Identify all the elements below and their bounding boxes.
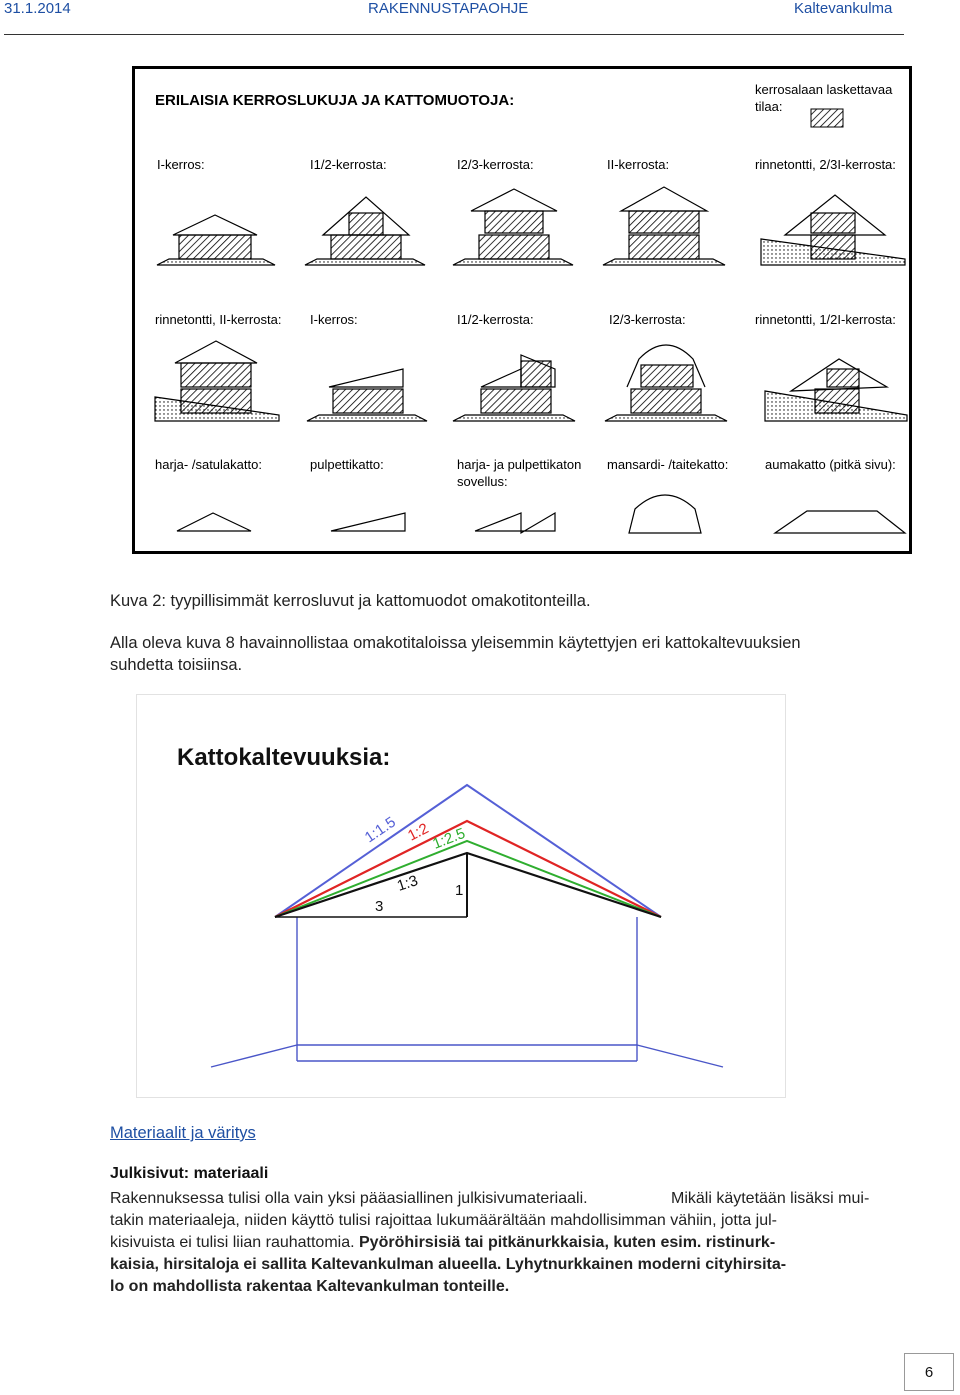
intro-line-2: suhdetta toisiinsa. — [110, 656, 243, 674]
paragraph-2-line-4: kaisia, hirsitaloja ei sallita Kaltevankulman alueella. Lyhytnurkkainen moderni cityhirsita- — [110, 1256, 787, 1273]
legend-label-1: kerrosalaan laskettavaa — [755, 82, 893, 97]
page-number: 6 — [904, 1353, 954, 1391]
row3-label-1: harja- /satulakatto: — [155, 457, 262, 472]
row3-label-5: aumakatto (pitkä sivu): — [765, 457, 896, 472]
row1-label-1: I-kerros: — [157, 157, 205, 172]
house-row1-1 — [157, 215, 275, 265]
row1-label-2: I1/2-kerrosta: — [310, 157, 387, 172]
label-run: 3 — [375, 898, 384, 915]
paragraph-2-line-1: Mikäli käytetään lisäksi mui- — [671, 1190, 870, 1207]
house-row1-5 — [761, 195, 905, 265]
row1-label-4: II-kerrosta: — [607, 157, 670, 172]
row3-label-3: harja- ja pulpettikaton — [457, 457, 582, 472]
row2-label-1: rinnetontti, II-kerrosta: — [155, 312, 282, 327]
paragraph-2-line-3-normal: kisivuista ei tulisi liian rauhattomia. — [110, 1234, 359, 1251]
row1-label-3: I2/3-kerrosta: — [457, 157, 534, 172]
hip-roof-shape — [775, 511, 905, 533]
header-date: 31.1.2014 — [4, 0, 71, 17]
house-row1-3 — [453, 189, 573, 265]
paragraph-2-line-3-bold: Pyöröhirsisiä tai pitkänurkkaisia, kuten esim. ristinurk- — [359, 1234, 776, 1251]
header-place: Kaltevankulma — [794, 0, 893, 17]
paragraph-1: Rakennuksessa tulisi olla vain yksi pääasiallinen julkisivumateriaali. — [110, 1190, 588, 1207]
house-row2-3 — [453, 355, 575, 421]
shed-roof-shape — [331, 513, 405, 531]
label-1-3: 1:3 — [394, 872, 421, 895]
paragraph-2-line-5: lo on mahdollista rakentaa Kaltevankulman tonteille. — [110, 1278, 510, 1295]
label-1-1.5: 1:1.5 — [361, 813, 399, 847]
section-title: Materiaalit ja väritys — [110, 1124, 256, 1142]
legend-label-2: tilaa: — [755, 99, 783, 114]
house-row2-5 — [765, 359, 907, 421]
label-1-2.5: 1:2.5 — [430, 824, 468, 853]
label-1-2: 1:2 — [405, 819, 432, 845]
combined-roof-shape — [475, 513, 555, 533]
mansard-roof-shape — [629, 495, 701, 533]
figure2-title: Kattokaltevuuksia: — [177, 744, 391, 771]
paragraph-2-line-3 — [110, 1232, 900, 1254]
gable-roof-shape — [177, 513, 251, 531]
intro-line-1: Alla oleva kuva 8 havainnollistaa omakotitaloissa yleisemmin käytettyjen eri kattokaltevuuksien — [110, 634, 801, 652]
house-row2-1 — [155, 341, 279, 421]
row2-label-3: I1/2-kerrosta: — [457, 312, 534, 327]
row3-label-2: pulpettikatto: — [310, 457, 384, 472]
subsection-title: Julkisivut: materiaali — [110, 1165, 269, 1182]
house-row1-2 — [305, 197, 425, 265]
row2-label-2: I-kerros: — [310, 312, 358, 327]
house-row1-4 — [603, 187, 725, 265]
figure-floor-counts — [132, 66, 912, 554]
house-row2-4 — [605, 345, 727, 421]
label-rise: 1 — [455, 882, 464, 899]
house-row2-2 — [307, 369, 427, 421]
row2-label-4: I2/3-kerrosta: — [609, 312, 686, 327]
house-outline — [211, 917, 723, 1067]
header-divider — [4, 34, 904, 35]
figure1-title: ERILAISIA KERROSLUKUJA JA KATTOMUOTOJA: — [155, 92, 515, 109]
row3-label-3b: sovellus: — [457, 474, 508, 489]
row1-label-5: rinnetontti, 2/3I-kerrosta: — [755, 157, 896, 172]
figure-roof-pitches — [136, 694, 786, 1098]
row3-label-4: mansardi- /taitekatto: — [607, 457, 729, 472]
header-title: RAKENNUSTAPAOHJE — [368, 0, 529, 17]
row2-label-5: rinnetontti, 1/2I-kerrosta: — [755, 312, 896, 327]
figure1-caption: Kuva 2: tyypillisimmät kerrosluvut ja kattomuodot omakotitonteilla. — [110, 592, 591, 610]
legend-swatch — [811, 109, 843, 127]
paragraph-2-line-2: takin materiaaleja, niiden käyttö tulisi rajoittaa lukumäärältään mahdollisimman vähiin, jotta jul- — [110, 1212, 777, 1229]
